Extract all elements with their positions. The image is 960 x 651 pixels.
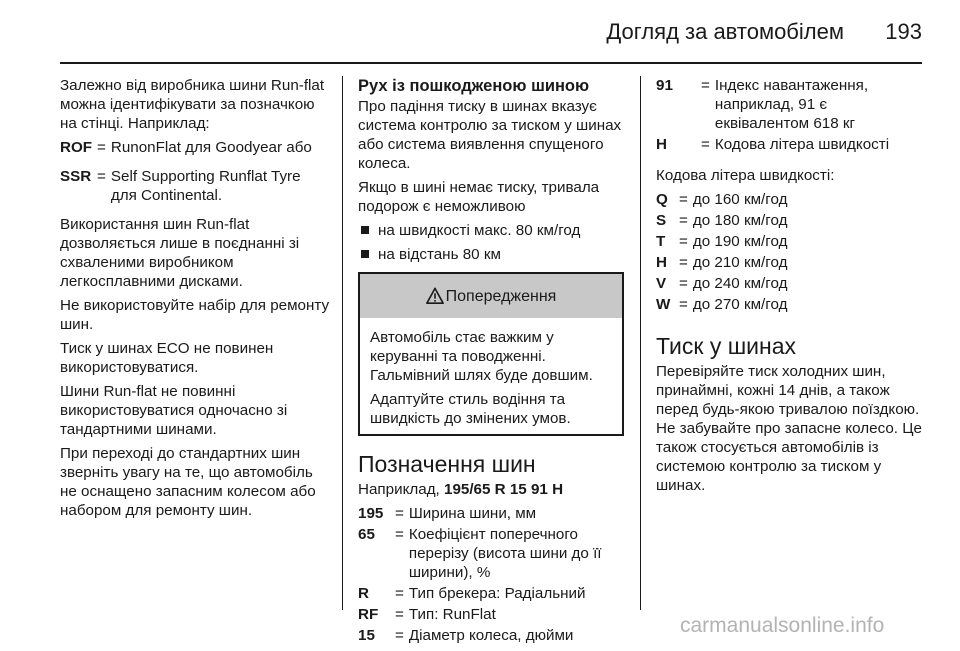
speed-key: S	[656, 212, 667, 229]
page-number: 193	[885, 19, 922, 44]
definition-row	[358, 584, 626, 603]
section-heading: Позначення шин	[358, 451, 536, 477]
paragraph: При переході до стандартних шин зверніть увагу на те, що автомобіль не оснащено запасним колесом або набором для ремонту шин.	[60, 445, 316, 519]
paragraph: Про падіння тиску в шинах вказує система контролю за тиском у шинах або система виявлення спущеного колеса.	[358, 98, 622, 172]
definition-separator: =	[395, 526, 404, 543]
speed-code-list	[656, 190, 924, 314]
definition-separator: =	[679, 191, 688, 208]
definition-key: 195	[358, 505, 384, 522]
warning-body	[360, 318, 622, 434]
warning-header	[360, 274, 622, 318]
paragraph: Якщо в шині немає тиску, тривала подорож є неможливою	[358, 179, 600, 215]
definition-key: R	[358, 585, 369, 602]
definition-separator: =	[701, 77, 710, 94]
example-label: Наприклад,	[358, 481, 444, 498]
definition-separator: =	[679, 233, 688, 250]
speed-row	[656, 190, 924, 209]
page-title: Догляд за автомобілем	[606, 19, 844, 44]
definition-separator: =	[395, 585, 404, 602]
column-3	[656, 76, 924, 500]
warning-title: Попередження	[445, 287, 557, 305]
paragraph: Не використовуйте набір для ремонту шин.	[60, 297, 330, 333]
warning-triangle-icon	[426, 287, 444, 305]
tyre-code-definitions	[358, 504, 626, 645]
section-heading: Тиск у шинах	[656, 333, 797, 359]
definition-key: SSR	[60, 168, 92, 185]
definition-row	[656, 135, 924, 154]
speed-value: до 270 км/год	[692, 296, 788, 313]
example-code: 195/65 R 15 91 H	[444, 481, 564, 498]
definition-separator: =	[679, 275, 688, 292]
definition-separator: =	[395, 505, 404, 522]
definition-separator: =	[97, 168, 106, 185]
definition-separator: =	[679, 254, 688, 271]
warning-box	[358, 272, 624, 436]
definition-value: Тип брекера: Радіальний	[408, 585, 586, 602]
definition-separator: =	[679, 212, 688, 229]
column-1	[60, 76, 330, 525]
definition-key: ROF	[60, 139, 93, 156]
list-item: на швидкості макс. 80 км/год	[358, 221, 626, 240]
speed-value: до 210 км/год	[692, 254, 788, 271]
tyre-code-definitions-cont	[656, 76, 924, 154]
speed-row	[656, 211, 924, 230]
definition-key: 91	[656, 77, 673, 94]
paragraph: Шини Run-flat не повинні використовуватися одночасно зі тандартними шинами.	[60, 383, 288, 438]
definition-separator: =	[395, 606, 404, 623]
definition-row	[656, 76, 924, 133]
speed-value: до 190 км/год	[692, 233, 788, 250]
speed-key: V	[656, 275, 667, 292]
definition-key: H	[656, 136, 667, 153]
definition-row	[358, 504, 626, 523]
speed-row	[656, 295, 924, 314]
warning-text: Автомобіль стає важким у керуванні та поводженні. Гальмівний шлях буде довшим.	[370, 329, 593, 384]
column-divider	[342, 76, 343, 610]
speed-key: H	[656, 254, 667, 271]
paragraph: Тиск у шинах ECO не повинен використовуватися.	[60, 340, 274, 376]
definition-row	[358, 605, 626, 624]
header-rule	[60, 62, 922, 64]
definition-separator: =	[679, 296, 688, 313]
definition-key: RF	[358, 606, 379, 623]
runflat-definitions	[60, 138, 330, 205]
speed-key: T	[656, 233, 666, 250]
definition-value: Тип: RunFlat	[408, 606, 496, 623]
definition-value: Індекс навантаження, наприклад, 91 є еквівалентом 618 кг	[714, 77, 869, 132]
definition-separator: =	[97, 139, 106, 156]
speed-row	[656, 232, 924, 251]
paragraph: Перевіряйте тиск холодних шин, принаймні, кожні 14 днів, а також перед будь-якою тривалою поїздкою. Не забувайте про запасне колесо. Це також стосується автомобілів із системою контролю за тиском у шинах.	[656, 363, 922, 494]
column-divider	[640, 76, 641, 610]
example-line	[358, 480, 626, 499]
definition-row	[60, 138, 330, 157]
warning-text: Адаптуйте стиль водіння та швидкість до змінених умов.	[370, 391, 571, 427]
definition-value: Кодова літера швидкості	[714, 136, 890, 153]
column-2	[358, 76, 626, 651]
definition-value: Коефіцієнт поперечного перерізу (висота шини до її ширини), %	[408, 526, 602, 581]
paragraph: Використання шин Run-flat дозволяється лише в поєднанні зі схваленими виробником легкосплавними дисками.	[60, 216, 300, 290]
definition-row	[60, 167, 330, 205]
bullet-list	[358, 221, 626, 264]
definition-value: Діаметр колеса, дюйми	[408, 627, 574, 644]
speed-row	[656, 253, 924, 272]
paragraph: Кодова літера швидкості:	[656, 167, 835, 184]
definition-row	[358, 525, 626, 582]
speed-key: Q	[656, 191, 668, 208]
definition-key: 15	[358, 627, 375, 644]
section-subheading: Рух із пошкодженою шиною	[358, 77, 590, 95]
definition-value: Self Supporting Runflat Tyre для Continental.	[110, 168, 301, 204]
definition-value: Ширина шини, мм	[408, 505, 537, 522]
page-header	[0, 18, 922, 58]
watermark: carmanualsonline.info	[680, 614, 885, 637]
speed-value: до 160 км/год	[692, 191, 788, 208]
speed-key: W	[656, 296, 671, 313]
intro-paragraph: Залежно від виробника шини Run-flat можна ідентифікувати за позначкою на стінці. Наприклад:	[60, 77, 325, 132]
speed-row	[656, 274, 924, 293]
definition-row	[358, 626, 626, 645]
definition-value: RunonFlat для Goodyear або	[110, 139, 312, 156]
speed-value: до 240 км/год	[692, 275, 788, 292]
speed-value: до 180 км/год	[692, 212, 788, 229]
definition-key: 65	[358, 526, 375, 543]
list-item: на відстань 80 км	[358, 245, 626, 264]
definition-separator: =	[701, 136, 710, 153]
definition-separator: =	[395, 627, 404, 644]
